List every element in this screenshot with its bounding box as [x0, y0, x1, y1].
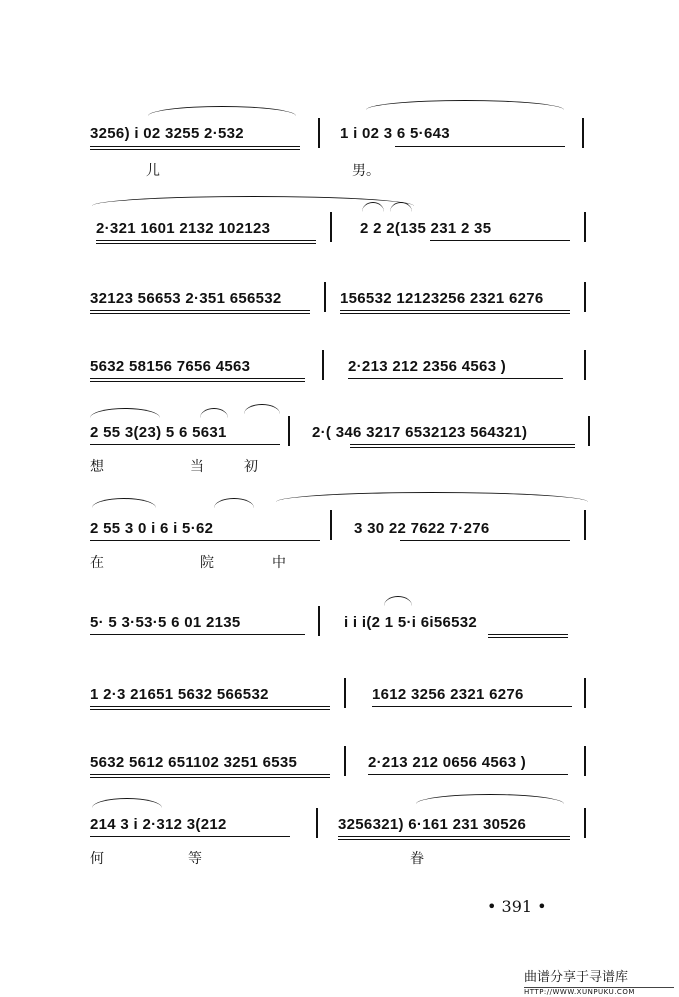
page-number: • 391 • — [487, 897, 547, 916]
barline — [330, 510, 332, 540]
lyric: 眷 — [410, 851, 424, 867]
score-line-1 — [0, 100, 679, 190]
measure-group-right: 2·213 212 2356 4563 ) — [348, 358, 507, 375]
barline-end — [584, 212, 586, 242]
measure-group-right: 3256321) 6·161 231 30526 — [338, 816, 527, 833]
barline — [322, 350, 324, 380]
measure-group-right: i i i(2 1 5·i 6i56532 — [344, 614, 478, 631]
underline — [338, 839, 570, 840]
measure-group-left: 3256) i 02 3255 2·532 — [90, 125, 244, 142]
slur — [92, 498, 156, 508]
lyric: 在 — [90, 555, 104, 571]
underline — [90, 709, 330, 710]
barline-end — [584, 282, 586, 312]
lyric: 儿 — [146, 163, 160, 179]
underline — [90, 540, 320, 541]
measure-group-left: 5632 5612 651102 3251 6535 — [90, 754, 298, 771]
measure-group-left: 5632 58156 7656 4563 — [90, 358, 251, 375]
measure-group-right: 2·( 346 3217 6532123 564321) — [312, 424, 528, 441]
underline — [90, 706, 330, 707]
underline — [340, 313, 570, 314]
underline — [90, 310, 310, 311]
underline — [372, 706, 572, 707]
underline — [90, 634, 305, 635]
underline — [430, 240, 570, 241]
score-line-10 — [0, 792, 679, 882]
measure-group-right: 2·213 212 0656 4563 ) — [368, 754, 527, 771]
barline-end — [582, 118, 584, 148]
slur — [244, 404, 280, 414]
underline — [90, 381, 305, 382]
underline — [368, 774, 568, 775]
underline — [488, 637, 568, 638]
slur — [214, 498, 254, 508]
measure-group-right: 1 i 02 3 6 5·643 — [340, 125, 450, 142]
underline — [488, 634, 568, 635]
underline — [395, 146, 565, 147]
barline-end — [588, 416, 590, 446]
score-line-6 — [0, 490, 679, 580]
measure-group-left: 1 2·3 21651 5632 566532 — [90, 686, 269, 703]
underline — [90, 836, 290, 837]
barline-end — [584, 746, 586, 776]
underline — [96, 243, 316, 244]
slur — [90, 408, 160, 418]
barline — [318, 606, 320, 636]
barline — [288, 416, 290, 446]
underline — [90, 146, 300, 147]
barline-end — [584, 808, 586, 838]
measure-group-right: 3 30 22 7622 7·276 — [354, 520, 490, 537]
barline-end — [584, 678, 586, 708]
lyric: 想 — [90, 459, 104, 475]
lyric: 当 — [190, 459, 204, 475]
underline — [90, 774, 330, 775]
barline — [316, 808, 318, 838]
underline — [350, 447, 575, 448]
lyric: 男。 — [352, 163, 380, 179]
underline — [90, 444, 280, 445]
slur — [200, 408, 228, 418]
watermark-title: 曲谱分享于寻谱库 — [524, 970, 629, 985]
underline — [96, 240, 316, 241]
underline — [90, 149, 300, 150]
barline — [330, 212, 332, 242]
measure-group-left: 2 55 3(23) 5 6 5631 — [90, 424, 227, 441]
measure-group-right: 2 2 2(135 231 2 35 — [360, 220, 492, 237]
score-line-5 — [0, 402, 679, 492]
underline — [90, 777, 330, 778]
slur — [416, 794, 564, 804]
measure-group-left: 5· 5 3·53·5 6 01 2135 — [90, 614, 241, 631]
lyric: 何 — [90, 851, 104, 867]
lyric: 院 — [200, 555, 214, 571]
barline — [324, 282, 326, 312]
measure-group-left: 2 55 3 0 i 6 i 5·62 — [90, 520, 214, 537]
watermark-url: HTTP://WWW.XUNPUKU.COM — [524, 987, 674, 996]
slur — [276, 492, 588, 502]
underline — [90, 378, 305, 379]
measure-group-left: 32123 56653 2·351 656532 — [90, 290, 282, 307]
slur — [384, 596, 412, 606]
barline — [318, 118, 320, 148]
lyric: 初 — [244, 459, 258, 475]
slur — [92, 798, 162, 808]
slur — [366, 100, 564, 110]
underline — [348, 378, 563, 379]
barline-end — [584, 510, 586, 540]
measure-group-right: 1612 3256 2321 6276 — [372, 686, 524, 703]
barline — [344, 746, 346, 776]
measure-group-left: 214 3 i 2·312 3(212 — [90, 816, 227, 833]
underline — [350, 444, 575, 445]
underline — [400, 540, 570, 541]
score-line-2 — [0, 190, 679, 280]
barline — [344, 678, 346, 708]
lyric: 等 — [188, 851, 202, 867]
underline — [338, 836, 570, 837]
slur — [148, 106, 296, 116]
underline — [340, 310, 570, 311]
measure-group-right: 156532 12123256 2321 6276 — [340, 290, 544, 307]
measure-group-left: 2·321 1601 2132 102123 — [96, 220, 271, 237]
underline — [90, 313, 310, 314]
lyric: 中 — [272, 555, 286, 571]
watermark-footer — [524, 966, 674, 996]
barline-end — [584, 350, 586, 380]
